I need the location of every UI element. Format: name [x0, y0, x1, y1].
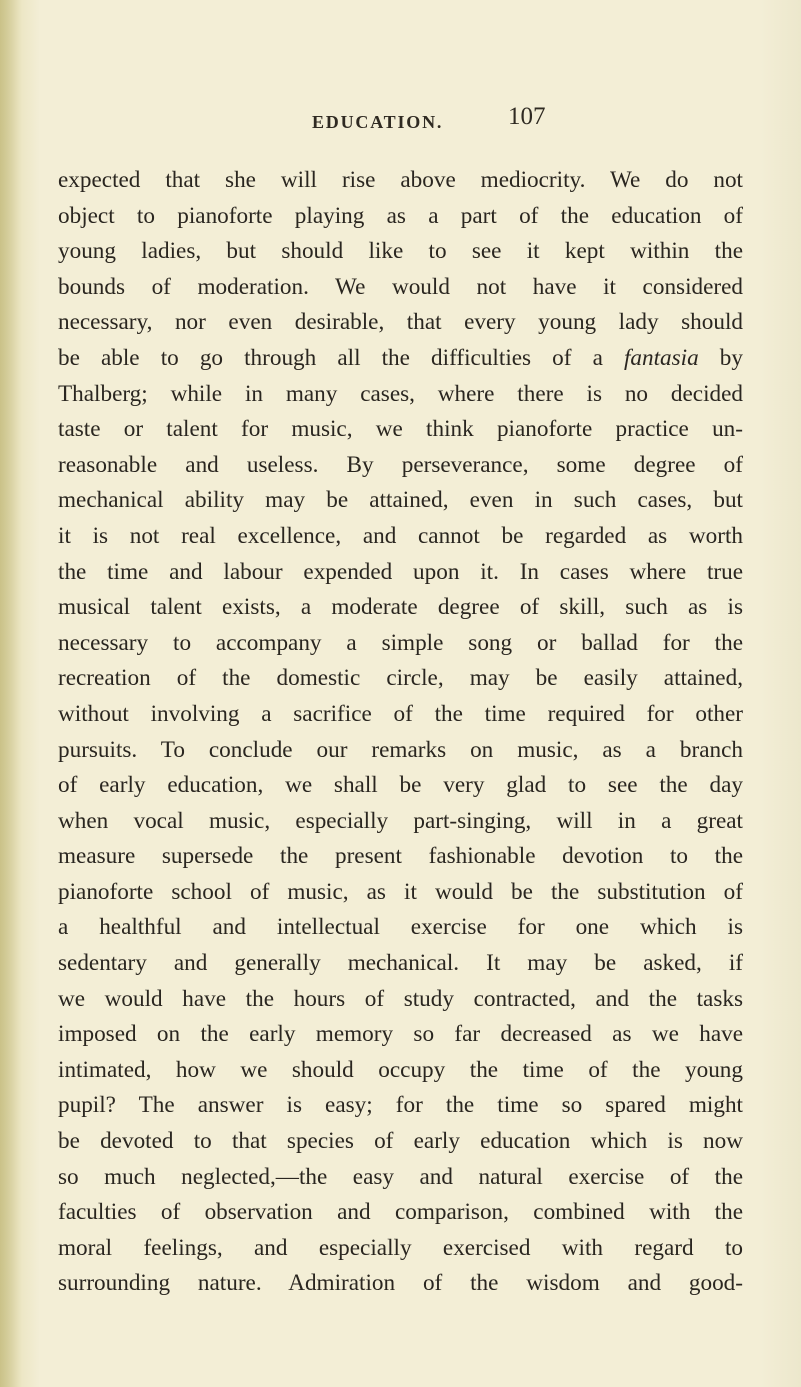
text-line: a healthful and intellectual exercise for one which is — [58, 914, 743, 941]
text-line: moral feelings, and especially exercised with regard to — [58, 1234, 743, 1261]
text-line: young ladies, but should like to see it kept within the — [58, 238, 743, 265]
text-line: reasonable and useless. By perseverance, some degree of — [58, 451, 743, 478]
text-line: imposed on the early memory so far decreased as we have — [58, 1021, 743, 1048]
text-line: pianoforte school of music, as it would be the substitution of — [58, 878, 743, 905]
text-line: measure supersede the present fashionable devotion to the — [58, 843, 743, 870]
text-line: necessary, nor even desirable, that every young lady should — [58, 309, 743, 336]
text-line: pupil? The answer is easy; for the time so spared might — [58, 1092, 743, 1119]
text-line-with-italic — [58, 341, 743, 377]
text-line: of early education, we shall be very glad to see the day — [58, 772, 743, 799]
text-line: taste or talent for music, we think pianoforte practice un- — [58, 416, 743, 443]
text-line: sedentary and generally mechanical. It may be asked, if — [58, 950, 743, 977]
text-line: it is not real excellence, and cannot be regarded as worth — [58, 522, 743, 549]
text-line: the time and labour expended upon it. In cases where true — [58, 558, 743, 585]
text-line: necessary to accompany a simple song or ballad for the — [58, 629, 743, 656]
text-line: Thalberg; while in many cases, where there is no decided — [58, 380, 743, 407]
page-gutter-stain — [0, 0, 22, 1387]
text-line: when vocal music, especially part-singing, will in a great — [58, 807, 743, 834]
text-line: so much neglected,—the easy and natural exercise of the — [58, 1163, 743, 1190]
page-header — [0, 100, 801, 140]
text-line: surrounding nature. Admiration of the wisdom and good- — [58, 1270, 743, 1297]
text-line: mechanical ability may be attained, even in such cases, but — [58, 487, 743, 514]
italic-term: fantasia — [623, 344, 699, 371]
text-line: expected that she will rise above mediocrity. We do not — [58, 167, 743, 193]
page-number: 107 — [508, 103, 546, 130]
text-line: bounds of moderation. We would not have it considered — [58, 273, 743, 300]
text-line: musical talent exists, a moderate degree of skill, such as is — [58, 594, 743, 621]
text-line: recreation of the domestic circle, may be easily attained, — [58, 665, 743, 692]
text-line: faculties of observation and comparison, combined with the — [58, 1199, 743, 1226]
text-line: pursuits. To conclude our remarks on music, as a branch — [58, 736, 743, 763]
text-line: intimated, how we should occupy the time of the young — [58, 1056, 743, 1083]
text-line: be devoted to that species of early education which is now — [58, 1128, 743, 1155]
text-segment: be able to go through all the difficulties of a — [58, 344, 624, 371]
running-head: EDUCATION. — [312, 112, 444, 132]
body-text — [58, 163, 743, 1302]
text-line: we would have the hours of study contracted, and the tasks — [58, 985, 743, 1012]
text-line: object to pianoforte playing as a part of the education of — [58, 202, 743, 229]
text-line: without involving a sacrifice of the time required for other — [58, 700, 743, 727]
text-segment: by — [698, 344, 743, 371]
